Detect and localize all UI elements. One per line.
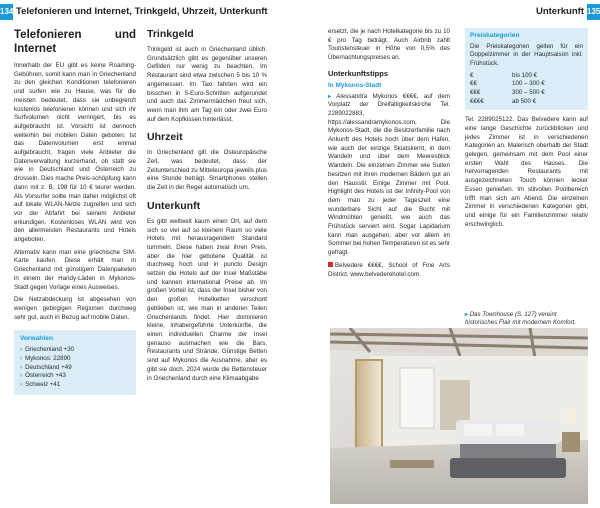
column-1: [14, 28, 136, 395]
marker-icon: ▸: [328, 92, 332, 100]
arrow-icon: ›: [20, 363, 23, 371]
photo-caption: ▸ Das Townhouse (S. 127) vereint historisches Flair mit modernem Komfort.: [465, 311, 577, 326]
list-item: › Mykonos: 22890: [20, 354, 71, 362]
price-table: [470, 72, 583, 106]
paragraph: Trinkgeld ist auch in Griechenland üblich. Grundsätzlich gibt es gegenüber unseren Gefilden nur wenig zu beachten. Im Restaurant sind etwa zwischen 5 bis 10 % angemessen. Im Taxi fahrten wird ein bisschen in 5-Euro-Schritten aufgerundet und auch das Zimmermädchen freut sich, wenn man ihm am Tag ein oder zwei Euro auf dem Kopfkissen hinterlässt.: [147, 46, 267, 123]
paragraph: ersetzt, die je nach Hotelkategorie bis zu 10 € pro Tag beträgt. Auch Airbnb zahlt Touristensteuer in Höhe von 0,5% des Übernachtungspreises an.: [328, 28, 450, 62]
hotel-room-illustration: [330, 328, 588, 504]
arrow-icon: ›: [20, 372, 23, 380]
vorwahlen-list: [20, 346, 130, 390]
list-item: › Österreich +43: [20, 372, 66, 380]
section-heading-unterkunft: Unterkunft: [147, 199, 201, 212]
price-row: €€€€ ab 500 €: [470, 97, 537, 105]
section-heading-telefonieren: Telefonieren und Internet: [14, 29, 136, 55]
vorwahlen-title: Vorwahlen: [20, 335, 53, 343]
column-2: [147, 28, 267, 387]
column-4: [465, 28, 588, 233]
paragraph: Innerhalb der EU gibt es keine Roaming-Gebühren, somit kann man in Griechenland zu den gleichen Konditionen telefonieren und surfen wie zu Hause, was für die meisten bedeutet, dass sie unbegrenzt kostenlos telefonieren können und sich ihr Surfvolumen nicht verringert, bis es aufgebraucht ist. Vorsicht ist dennoch weiterhin bei mobilen Daten geboten: Ist das Datenvolumen erst einmal aufgebraucht, fragen viele Anbieter die Datenverwaltung kurzerhand, ob statt sie wie in Deutschland und Österreich zu drosseln. Dies mache Preis-schöpfung kann dann mit z. B. 198 für 10 € teurer werden. Als Vorsurfer sollte man daher möglichst oft auf lokale WLAN-Netze zugreifen und sich vor der Abfahrt bei seinem Anbieter erkundigen. Kostenloses WLAN wird von den allermeisten Restaurants und Hotels angeboten.: [14, 62, 136, 244]
list-item: › Schweiz +41: [20, 380, 61, 388]
subheading-mykonos-stadt: In Mykonos-Stadt: [328, 81, 382, 89]
arrow-icon: ›: [20, 346, 23, 354]
list-item: › Griechenland +30: [20, 346, 75, 354]
price-category-box: [465, 28, 588, 110]
arrow-icon: ›: [20, 354, 23, 362]
hotel-tip-belvedere: Belvedere €€€€, School of Fine Arts District, www.belvederehotel.com.: [328, 261, 450, 278]
vorwahlen-box: [14, 330, 136, 394]
arrow-icon: ›: [20, 380, 23, 388]
price-row: €€€ 300 – 500 €: [470, 89, 545, 96]
price-row: €€ 100 – 300 €: [470, 80, 545, 88]
hotel-room-photo: [330, 328, 588, 504]
map-marker-icon: [328, 262, 333, 267]
page-header: [0, 4, 600, 20]
arrow-icon: ▸: [465, 311, 469, 318]
price-box-title: Preiskategorien: [470, 32, 520, 39]
price-box-description: Die Preiskategorien gelten für ein Doppelzimmer in der Hauptsaison inkl. Frühstück.: [470, 42, 583, 68]
paragraph: Alternativ kann man eine griechische SIM-Karte kaufen. Diese erhält man in Griechenland mit günstigem Datenpaketen in einem der Handy-Läden in Mykonos-Stadt gegen Vorlage eines Ausweises.: [14, 248, 136, 291]
paragraph: Es gibt weltweit kaum einen Ort, auf dem sich so viel auf so kleinem Raum so viele Hotels mit herausragendem Standard tummeln. Diese haben zwar ihren Preis, aber die hier gebotene Qualität ist durchweg hoch und in puncto Design setzen die Hotels auf der Insel Maßstäbe und kannen international Preise ab. Im großen Vorteil ist, dass der Insel bisher von den großen Hotelketten verschont geblieben ist, wie man in anderen Teilen Griechenlands findet. Hier dominieren kleine, inhabergeführte Unterkünfte, die einen individuellen Charme der Insel genauso ausmachen wie die Bars, Restaurants und Strände. Günstige Betten sind auf Mykonos die Ausnahme, aber es gibt sie doch. 2024 wurde die Bettensteuer in Griechenland durch eine Klimaabgabe: [147, 217, 267, 382]
paragraph: Die Netzabdeckung ist abgesehen von wenigen gebirgigen Regionen durchweg sehr gut, auch in Bezug auf mobile Daten.: [14, 296, 136, 321]
section-heading-trinkgeld: Trinkgeld: [147, 28, 194, 40]
page-number-left: 134: [0, 4, 13, 20]
hotel-tip-alessandra: ▸ Alessandra Mykonos €€€€, auf dem Vorplatz der Dreifaltigkeitskirche Tel. 2289022883, https://alessandramykonos.com. Die Mykonos-Stadt, die die Besitzerfamilie nach Ankunft des Hotels hoch über dem Hafen, wie auch der einzige Skiatskernt, in dem Wandeln und über dem Meeresblick Wandeln. Die einzelnen Zimmer wie Suiten besitzen mit ihren modernen Bädern gut an den Hausstil. Einige Zimmer mit Pool. Highlight des Hotels ist der Infinity-Pool von dem man zu jeder Tageszeit eine wunderbare Sicht auf die Bucht mit Windmühlen genießt, wie auch das Frühstück serviert wird. Sogar Lapidarium kann man ausgehen, aber vor allem im Sommer bei hohen Temperaturen ist es sehr gefragt.: [328, 92, 450, 257]
page-number-right: 135: [587, 4, 600, 20]
column-3: [328, 28, 450, 283]
running-title-right: Unterkunft: [535, 6, 584, 17]
paragraph: In Griechenland gilt die Osteuropäische Zeit, was bedeutet, dass der Zeitunterschied zu Mitteleuropa jeweils plus eine Stunde beträgt. Smartphones stellen die Zeit in der Regel automatisch um.: [147, 149, 267, 192]
section-heading-uhrzeit: Uhrzeit: [147, 131, 183, 144]
running-title-left-text: Telefonieren und Internet, Trinkgeld, Uhrzeit, Unterkunft: [16, 6, 268, 17]
list-item: › Deutschland +49: [20, 363, 72, 371]
paragraph: Tel. 2289025122. Das Belvedere kann auf eine lange Geschichte zurückblicken und jedes Zimmer ist in verschiedenen Kategorien an. Malerisch oberhalb der Stadt gelegen, gemeinsam mit dem Pool einer ersten Wahl des Hauses. Die hervorragenden Restaurants mit ausgezeichneten Touch können lecker Essen genießen. Im stilvollen Poolbereich trifft man sich am Abend. Die einzelnen Zimmer in verschiedenen Kategorien gibt, und einige für ein Familienzimmer relativ erschwinglich.: [465, 116, 588, 228]
price-row: € bis 100 €: [470, 71, 538, 79]
section-heading-unterkunftstipps: Unterkunftstipps: [328, 68, 388, 78]
running-title-left: [16, 4, 268, 20]
